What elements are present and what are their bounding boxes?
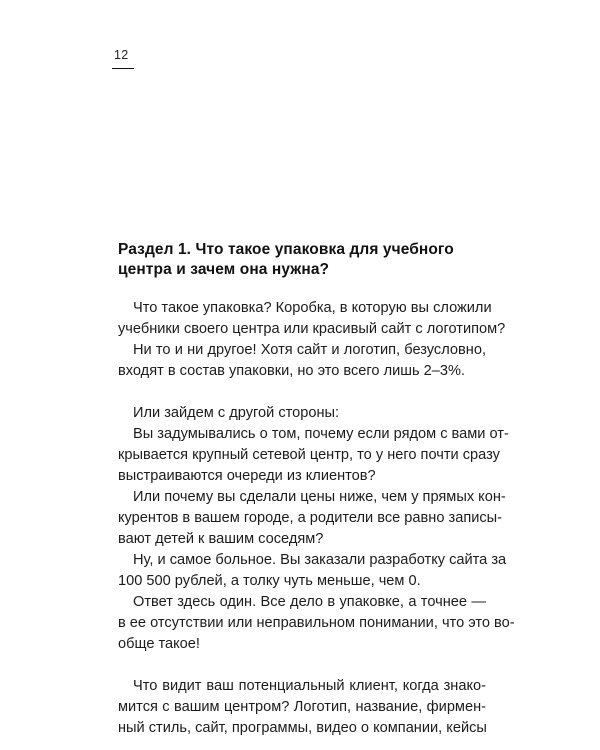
section-heading-line-2: центра и зачем она нужна? [118, 261, 330, 278]
body-line-4: входят в состав упаковки, но это всего лишь 2–3%. [118, 363, 465, 379]
page-number-rule [112, 68, 134, 69]
section-heading [118, 240, 498, 280]
body-line-14: Ответ здесь один. Все дело в упаковке, а точнее — [133, 594, 486, 610]
body-line-13: 100 500 рублей, а толку чуть меньше, чем 0. [118, 573, 421, 589]
body-line-19: ный стиль, сайт, программы, видео о компании, кейсы [118, 720, 487, 736]
section-heading-line-1: Раздел 1. Что такое упаковка для учебного [118, 241, 454, 258]
body-line-2: учебники своего центра или красивый сайт с логотипом? [118, 321, 506, 337]
body-line-9: Или почему вы сделали цены ниже, чем у прямых кон- [133, 489, 506, 505]
body-line-17: Что видит ваш потенциальный клиент, когда знако- [133, 678, 486, 694]
body-line-11: вают детей к вашим соседям? [118, 531, 324, 547]
body-line-6: Вы задумывались о том, почему если рядом с вами от- [133, 426, 509, 442]
body-line-5: Или зайдем с другой стороны: [133, 405, 340, 421]
page-number: 12 [114, 48, 129, 62]
body-line-1: Что такое упаковка? Коробка, в которую вы сложили [133, 300, 492, 316]
body-line-12: Ну, и самое больное. Вы заказали разработку сайта за [133, 552, 507, 568]
body-line-8: выстраиваются очереди из клиентов? [118, 468, 376, 484]
body-line-3: Ни то и ни другое! Хотя сайт и логотип, безусловно, [133, 342, 486, 358]
body-line-15: в ее отсутствии или неправильном понимании, что это во- [118, 615, 515, 631]
body-line-7: крывается крупный сетевой центр, то у него почти сразу [118, 447, 500, 463]
body-line-10: курентов в вашем городе, а родители все равно записы- [118, 510, 503, 526]
body-line-18: мится с вашим центром? Логотип, название, фирмен- [118, 699, 486, 715]
body-line-16: обще такое! [118, 636, 200, 652]
